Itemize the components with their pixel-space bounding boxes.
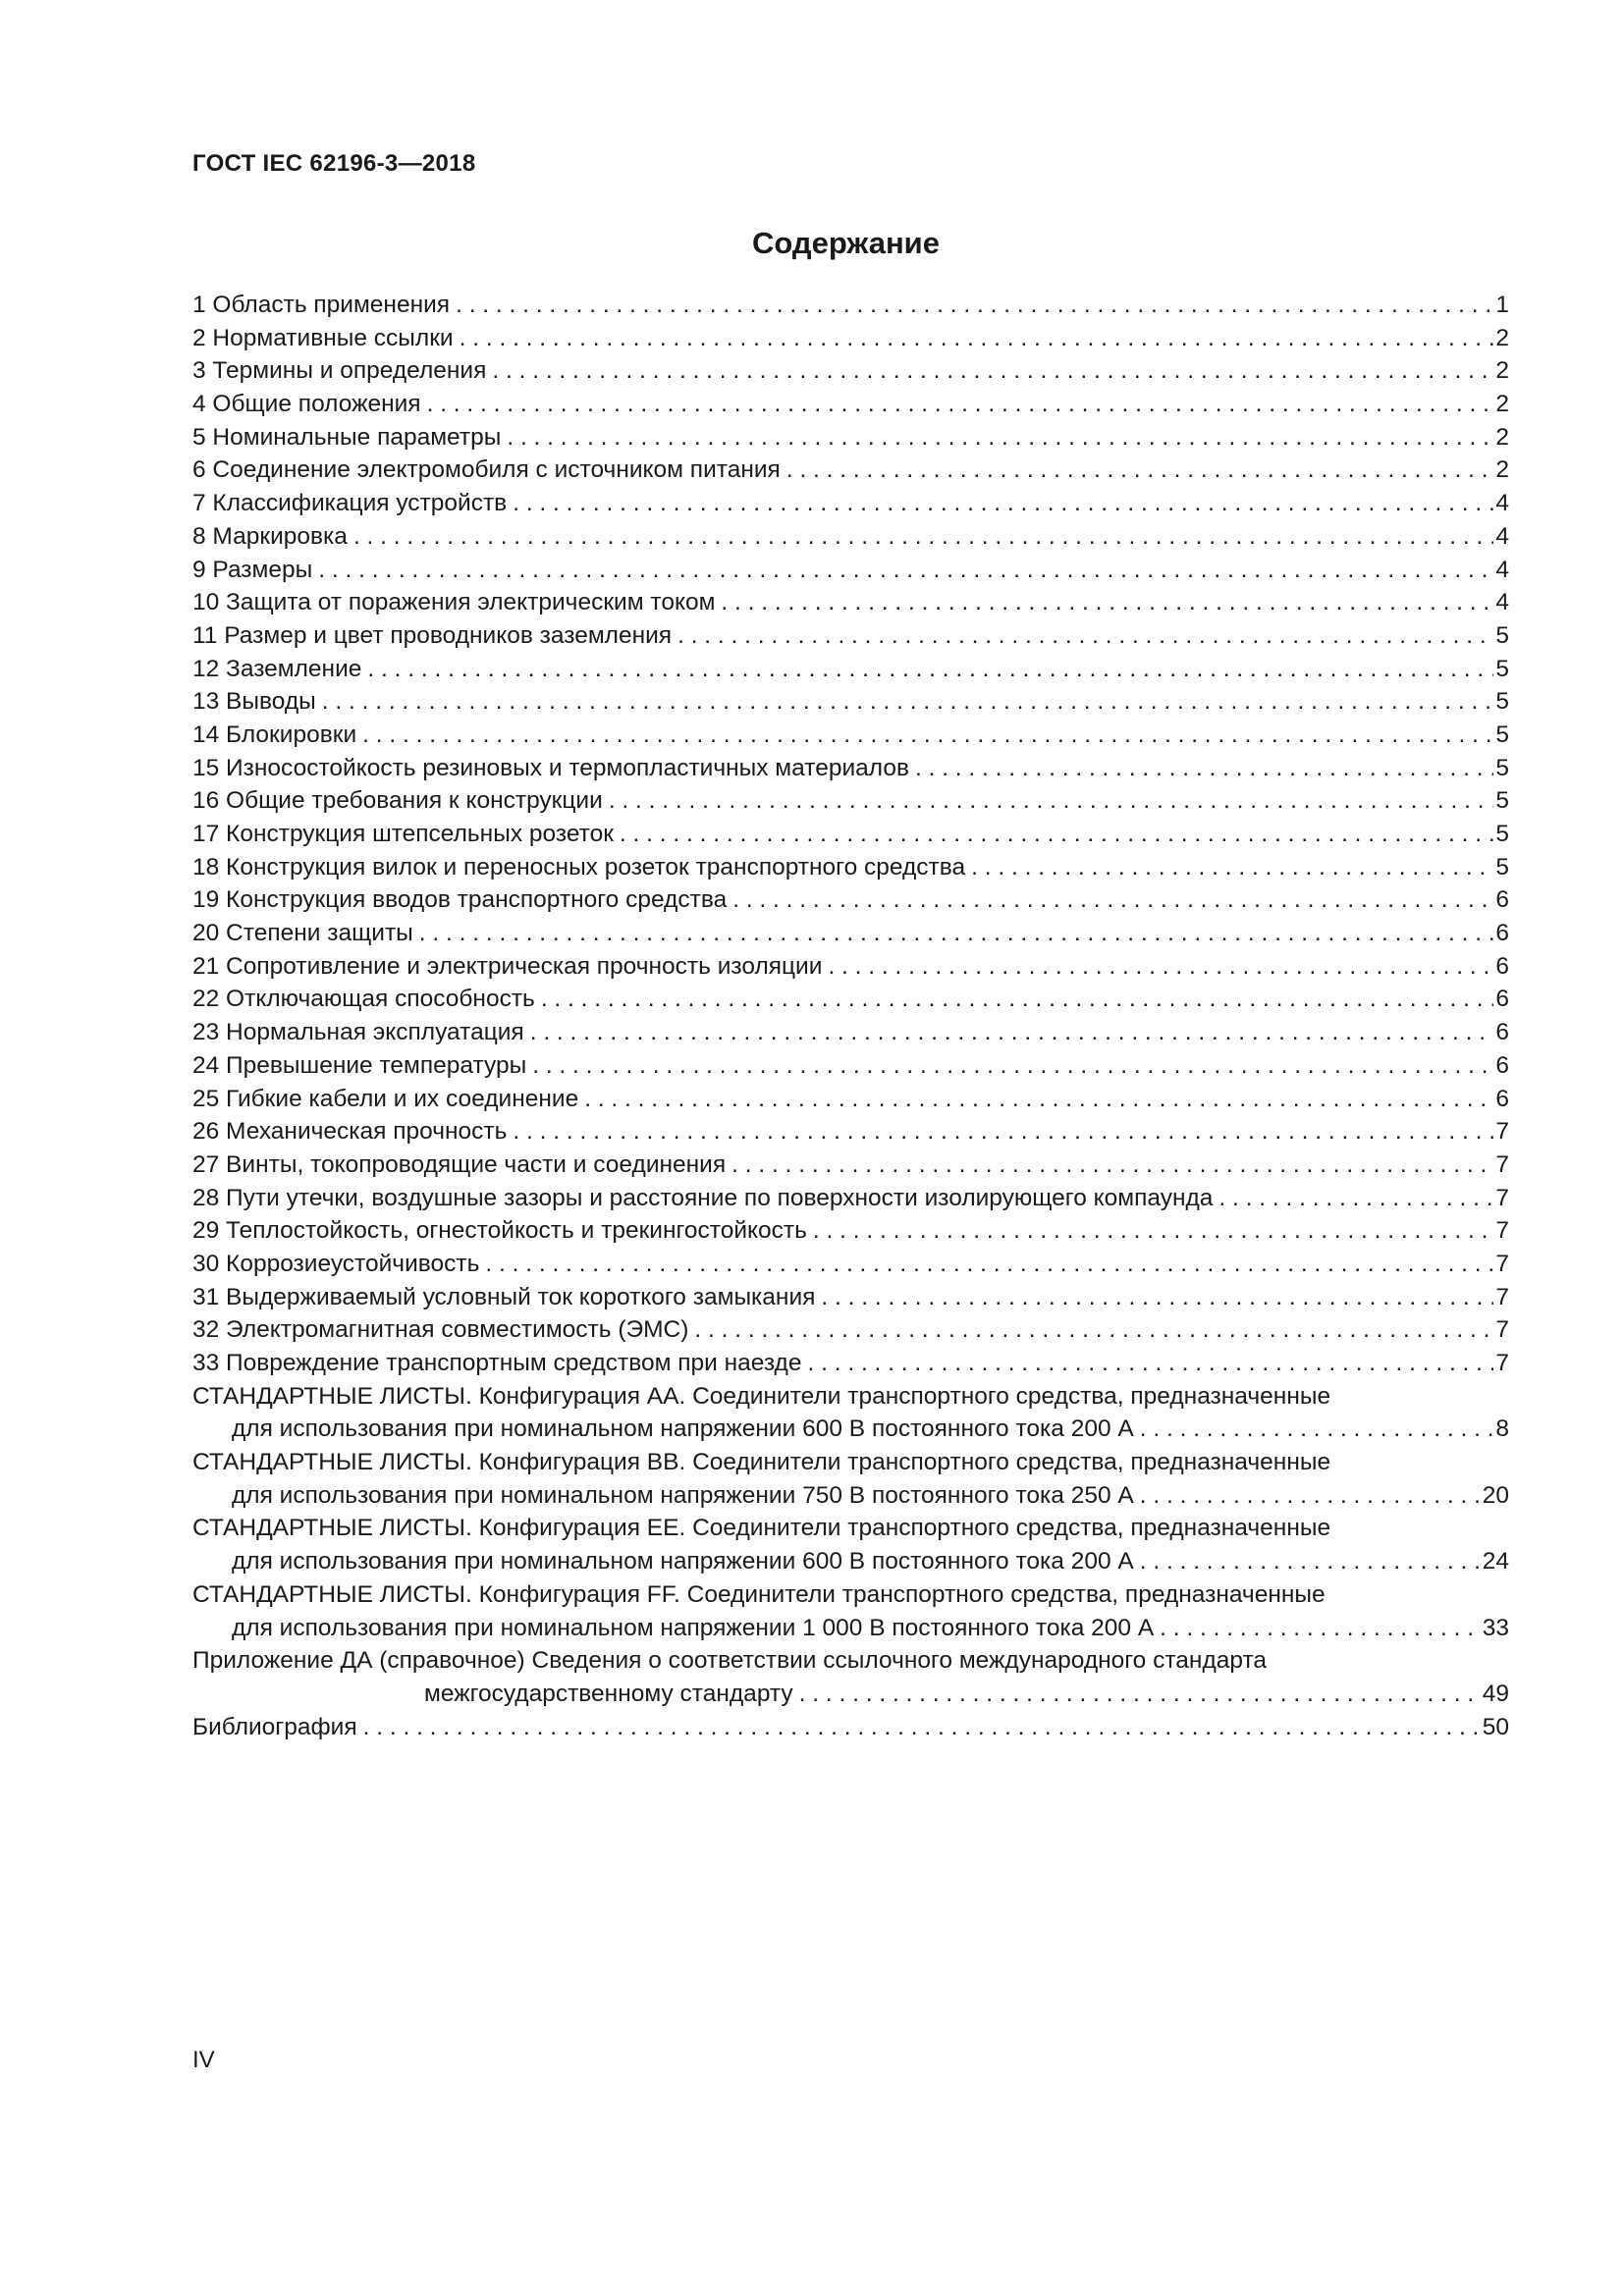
dot-leader	[620, 818, 1493, 851]
dot-leader	[799, 1678, 1481, 1711]
toc-entry-label: 5 Номинальные параметры	[192, 423, 502, 451]
toc-entry[interactable]	[192, 487, 1509, 520]
toc-entry-page: 5	[1495, 853, 1509, 881]
dot-leader	[322, 685, 1494, 719]
toc-entry-label: для использования при номинальном напряжении 1 000 В постоянного тока 200 А	[232, 1614, 1155, 1641]
dot-leader	[492, 354, 1493, 388]
toc-entry-page: 4	[1495, 490, 1509, 517]
toc-entry[interactable]	[192, 752, 1509, 785]
document-code: ГОСТ IEC 62196-3—2018	[192, 150, 476, 177]
page-number: IV	[192, 2047, 215, 2073]
toc-entry-label: Библиография	[192, 1713, 357, 1740]
toc-entry[interactable]	[192, 1347, 1509, 1380]
toc-entry-page: 7	[1495, 1283, 1509, 1310]
dot-leader	[807, 1347, 1493, 1380]
dot-leader	[353, 520, 1493, 554]
dot-leader	[694, 1313, 1493, 1347]
table-of-contents	[192, 289, 1509, 1743]
toc-entry-page: 6	[1495, 952, 1509, 980]
toc-entry-label: 4 Общие положения	[192, 391, 421, 418]
toc-entry-page: 7	[1495, 1150, 1509, 1178]
toc-entry-label: 1 Область применения	[192, 292, 451, 318]
dot-leader	[821, 1281, 1493, 1314]
dot-leader	[532, 1049, 1493, 1083]
toc-entry[interactable]	[192, 1182, 1509, 1215]
toc-entry[interactable]	[192, 1711, 1509, 1744]
dot-leader	[1140, 1413, 1494, 1446]
dot-leader	[367, 653, 1493, 686]
toc-entry-continuation[interactable]	[192, 1479, 1509, 1513]
toc-entry-label: Приложение ДА (справочное) Сведения о соответствии ссылочного международного стандарта	[192, 1647, 1268, 1675]
toc-entry[interactable]	[192, 586, 1509, 619]
toc-entry-continuation[interactable]	[192, 1678, 1509, 1711]
toc-entry-page: 33	[1482, 1614, 1509, 1641]
dot-leader	[971, 851, 1493, 884]
toc-entry-page: 2	[1495, 391, 1509, 418]
toc-entry-label: СТАНДАРТНЫЕ ЛИСТЫ. Конфигурация АА. Соединители транспортного средства, предназначенные	[192, 1382, 1331, 1410]
toc-entry-page: 6	[1495, 1019, 1509, 1046]
toc-entry-label: 29 Теплостойкость, огнестойкость и трекингостойкость	[192, 1217, 807, 1245]
toc-entry-first-line[interactable]	[192, 1578, 1509, 1612]
toc-entry-label: 25 Гибкие кабели и их соединение	[192, 1085, 579, 1112]
toc-entry[interactable]	[192, 653, 1509, 686]
toc-entry-page: 6	[1495, 986, 1509, 1013]
toc-entry-page: 2	[1495, 357, 1509, 385]
toc-entry[interactable]	[192, 1248, 1509, 1281]
toc-entry[interactable]	[192, 1281, 1509, 1314]
toc-entry-label: 24 Превышение температуры	[192, 1051, 527, 1079]
dot-leader	[318, 554, 1493, 587]
dot-leader	[786, 454, 1494, 487]
toc-entry[interactable]	[192, 421, 1509, 454]
toc-entry[interactable]	[192, 719, 1509, 752]
toc-entry-label: 26 Механическая прочность	[192, 1118, 508, 1146]
toc-entry-label: 11 Размер и цвет проводников заземления	[192, 621, 673, 649]
toc-entry-page: 6	[1495, 1085, 1509, 1112]
dot-leader	[530, 1016, 1494, 1049]
toc-entry-label: 7 Классификация устройств	[192, 490, 508, 517]
toc-entry-page: 5	[1495, 787, 1509, 815]
toc-entry[interactable]	[192, 1148, 1509, 1182]
toc-entry-label: межгосударственному стандарту	[424, 1680, 793, 1707]
dot-leader	[485, 1248, 1493, 1281]
toc-entry[interactable]	[192, 1016, 1509, 1049]
dot-leader	[828, 950, 1493, 984]
dot-leader	[609, 784, 1494, 818]
toc-entry-page: 6	[1495, 920, 1509, 947]
toc-entry-label: 2 Нормативные ссылки	[192, 324, 454, 351]
toc-entry[interactable]	[192, 1115, 1509, 1148]
toc-entry[interactable]	[192, 917, 1509, 950]
toc-entry-page: 2	[1495, 423, 1509, 451]
toc-entry-page: 5	[1495, 821, 1509, 847]
dot-leader	[419, 917, 1494, 950]
toc-entry-page: 4	[1495, 556, 1509, 583]
dot-leader	[362, 719, 1493, 752]
dot-leader	[677, 619, 1493, 653]
toc-entry-label: 18 Конструкция вилок и переносных розеток транспортного средства	[192, 853, 966, 881]
toc-entry[interactable]	[192, 818, 1509, 851]
toc-entry-label: для использования при номинальном напряжении 600 В постоянного тока 200 А	[232, 1548, 1134, 1575]
toc-entry[interactable]	[192, 1049, 1509, 1083]
toc-entry-first-line[interactable]	[192, 1380, 1509, 1414]
toc-entry-continuation[interactable]	[192, 1612, 1509, 1645]
toc-entry[interactable]	[192, 883, 1509, 917]
toc-entry-label: 23 Нормальная эксплуатация	[192, 1019, 524, 1046]
toc-entry-label: 10 Защита от поражения электрическим током	[192, 589, 716, 616]
dot-leader	[1140, 1545, 1481, 1578]
toc-entry-page: 5	[1495, 721, 1509, 748]
dot-leader	[732, 883, 1493, 917]
toc-entry-label: 31 Выдерживаемый условный ток короткого замыкания	[192, 1283, 816, 1310]
dot-leader	[427, 388, 1494, 421]
toc-entry-page: 5	[1495, 754, 1509, 781]
toc-entry-page: 7	[1495, 1250, 1509, 1277]
toc-title: Содержание	[752, 226, 940, 260]
toc-entry[interactable]	[192, 1214, 1509, 1248]
toc-entry-label: 28 Пути утечки, воздушные зазоры и расстояние по поверхности изолирующего компаунда	[192, 1184, 1214, 1211]
toc-entry-label: 30 Коррозиеустойчивость	[192, 1250, 480, 1277]
toc-entry-label: 32 Электромагнитная совместимость (ЭМС)	[192, 1316, 689, 1344]
toc-entry-label: 6 Соединение электромобиля с источником питания	[192, 456, 781, 484]
toc-entry-label: для использования при номинальном напряжении 750 В постоянного тока 250 А	[232, 1481, 1134, 1509]
toc-entry-page: 4	[1495, 522, 1509, 550]
toc-entry-label: 33 Повреждение транспортным средством при наезде	[192, 1350, 802, 1376]
toc-entry-label: 17 Конструкция штепсельных розеток	[192, 821, 614, 847]
toc-entry-page: 2	[1495, 456, 1509, 484]
dot-leader	[1140, 1479, 1481, 1513]
toc-entry[interactable]	[192, 289, 1509, 322]
toc-entry-page: 24	[1482, 1548, 1509, 1575]
toc-entry-page: 4	[1495, 589, 1509, 616]
toc-entry[interactable]	[192, 554, 1509, 587]
toc-entry-label: 9 Размеры	[192, 556, 313, 583]
toc-entry-page: 7	[1495, 1350, 1509, 1376]
toc-entry-page: 1	[1495, 292, 1509, 318]
dot-leader	[915, 752, 1493, 785]
toc-entry-page: 6	[1495, 1051, 1509, 1079]
toc-entry-page: 49	[1482, 1680, 1509, 1707]
toc-entry-continuation[interactable]	[192, 1413, 1509, 1446]
dot-leader	[363, 1711, 1481, 1744]
dot-leader	[460, 322, 1494, 355]
toc-entry[interactable]	[192, 619, 1509, 653]
toc-entry-label: 19 Конструкция вводов транспортного средства	[192, 886, 728, 914]
toc-entry[interactable]	[192, 1313, 1509, 1347]
dot-leader	[721, 586, 1493, 619]
toc-entry-label: СТАНДАРТНЫЕ ЛИСТЫ. Конфигурация ВВ. Соединители транспортного средства, предназначенные	[192, 1449, 1331, 1476]
toc-entry[interactable]	[192, 322, 1509, 355]
dot-leader	[507, 421, 1493, 454]
toc-entry-label: 22 Отключающая способность	[192, 986, 535, 1013]
toc-entry[interactable]	[192, 685, 1509, 719]
toc-entry[interactable]	[192, 983, 1509, 1016]
toc-entry[interactable]	[192, 950, 1509, 984]
toc-entry-label: 12 Заземление	[192, 655, 362, 682]
toc-entry-page: 7	[1495, 1118, 1509, 1146]
toc-entry-first-line[interactable]	[192, 1512, 1509, 1545]
toc-entry[interactable]	[192, 454, 1509, 487]
toc-entry-page: 5	[1495, 621, 1509, 649]
toc-entry-page: 5	[1495, 655, 1509, 682]
toc-entry-page: 7	[1495, 1316, 1509, 1344]
toc-entry[interactable]	[192, 1083, 1509, 1116]
toc-entry-label: 8 Маркировка	[192, 522, 348, 550]
toc-entry-page: 8	[1495, 1415, 1509, 1443]
toc-entry-label: 15 Износостойкость резиновых и термопластичных материалов	[192, 754, 909, 781]
toc-entry-continuation[interactable]	[192, 1545, 1509, 1578]
toc-entry-first-line[interactable]	[192, 1446, 1509, 1479]
dot-leader	[541, 983, 1494, 1016]
toc-entry[interactable]	[192, 851, 1509, 884]
toc-entry-page: 20	[1482, 1481, 1509, 1509]
dot-leader	[1218, 1182, 1493, 1215]
dot-leader	[456, 289, 1493, 322]
toc-entry[interactable]	[192, 354, 1509, 388]
dot-leader	[813, 1214, 1493, 1248]
dot-leader	[731, 1148, 1493, 1182]
dot-leader	[513, 1115, 1493, 1148]
toc-entry-page: 50	[1482, 1713, 1509, 1740]
toc-entry-label: 14 Блокировки	[192, 721, 357, 748]
toc-entry[interactable]	[192, 520, 1509, 554]
toc-entry-label: 3 Термины и определения	[192, 357, 487, 385]
toc-entry-label: для использования при номинальном напряжении 600 В постоянного тока 200 А	[232, 1415, 1134, 1443]
toc-entry-label: 20 Степени защиты	[192, 920, 413, 947]
toc-entry-label: 27 Винты, токопроводящие части и соединения	[192, 1150, 727, 1178]
toc-entry[interactable]	[192, 784, 1509, 818]
toc-entry-page: 5	[1495, 688, 1509, 716]
toc-entry-label: 21 Сопротивление и электрическая прочность изоляции	[192, 952, 823, 980]
dot-leader	[1160, 1612, 1481, 1645]
toc-entry-label: 13 Выводы	[192, 688, 316, 716]
toc-entry-label: СТАНДАРТНЫЕ ЛИСТЫ. Конфигурация FF. Соединители транспортного средства, предназначенные	[192, 1580, 1326, 1608]
toc-entry-page: 6	[1495, 886, 1509, 914]
toc-entry-page: 7	[1495, 1184, 1509, 1211]
toc-entry-label: 16 Общие требования к конструкции	[192, 787, 603, 815]
dot-leader	[584, 1083, 1493, 1116]
toc-entry-label: СТАНДАРТНЫЕ ЛИСТЫ. Конфигурация ЕЕ. Соединители транспортного средства, предназначенные	[192, 1515, 1331, 1542]
toc-entry-page: 7	[1495, 1217, 1509, 1245]
toc-entry[interactable]	[192, 388, 1509, 421]
toc-entry-first-line[interactable]	[192, 1644, 1509, 1678]
toc-entry-page: 2	[1495, 324, 1509, 351]
dot-leader	[513, 487, 1493, 520]
